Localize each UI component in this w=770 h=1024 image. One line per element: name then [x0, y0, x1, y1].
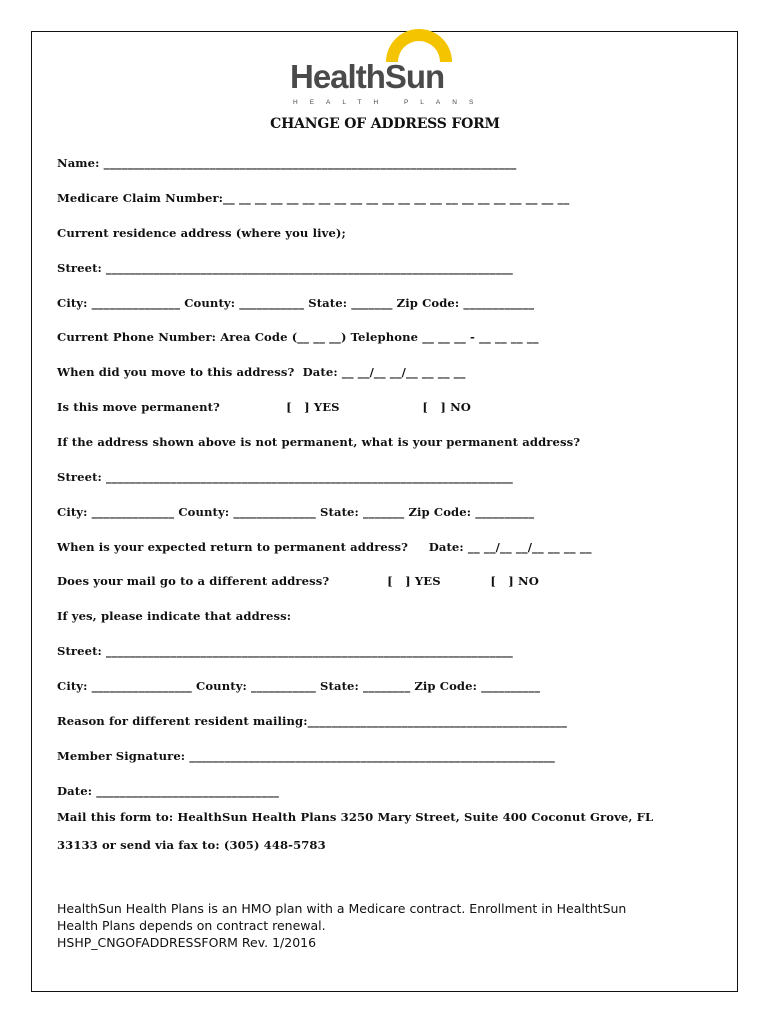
- expected-return-date-line[interactable]: When is your expected return to permanent address? Date: __ __/__ __/__ __ __ __: [57, 540, 592, 554]
- footer-form-code: HSHP_CNGOFADDRESSFORM Rev. 1/2016: [57, 935, 317, 950]
- logo-brand-text: HealthSun: [290, 58, 445, 95]
- current-street-line[interactable]: Street: _____________________________________________________________________: [57, 261, 513, 275]
- different-mail-address-question[interactable]: Does your mail go to a different address? [ ] YES [ ] NO: [57, 574, 539, 588]
- current-city-county-state-zip-line[interactable]: City: _______________ County: ___________ State: _______ Zip Code: ____________: [57, 296, 535, 310]
- current-phone-line[interactable]: Current Phone Number: Area Code (__ __ __) Telephone __ __ __ - __ __ __ __: [57, 330, 539, 344]
- member-signature-line[interactable]: Member Signature: ______________________________________________________________: [57, 749, 555, 763]
- move-date-line[interactable]: When did you move to this address? Date: __ __/__ __/__ __ __ __: [57, 365, 466, 379]
- permanent-street-line[interactable]: Street: _____________________________________________________________________: [57, 470, 513, 484]
- mail-instructions-line-1: Mail this form to: HealthSun Health Plans 3250 Mary Street, Suite 400 Coconut Grove, FL: [57, 810, 654, 824]
- name-field-line[interactable]: Name: ______________________________________________________________________: [57, 156, 517, 170]
- footer-disclaimer: [57, 900, 697, 951]
- medicare-claim-number-line[interactable]: Medicare Claim Number:__ __ __ __ __ __ __ __ __ __ __ __ __ __ __ __ __ __ __ __ __ __: [57, 191, 570, 205]
- move-permanent-question[interactable]: Is this move permanent? [ ] YES [ ] NO: [57, 400, 471, 414]
- permanent-address-question: If the address shown above is not permanent, what is your permanent address?: [57, 435, 581, 449]
- current-residence-heading: Current residence address (where you live);: [57, 226, 346, 240]
- signature-date-line[interactable]: Date: _______________________________: [57, 784, 280, 798]
- footer-line-2: Health Plans depends on contract renewal.: [57, 918, 326, 933]
- mailing-city-county-state-zip-line[interactable]: City: _________________ County: ___________ State: ________ Zip Code: __________: [57, 679, 541, 693]
- healthsun-logo: [290, 34, 486, 108]
- permanent-city-county-state-zip-line[interactable]: City: ______________ County: ______________ State: _______ Zip Code: __________: [57, 505, 535, 519]
- mail-instructions-line-2: 33133 or send via fax to: (305) 448-5783: [57, 838, 326, 852]
- reason-different-mailing-line[interactable]: Reason for different resident mailing:____________________________________________: [57, 714, 568, 728]
- logo-tagline-text: HEALTH PLANS: [293, 99, 486, 106]
- mailing-address-instruction: If yes, please indicate that address:: [57, 609, 292, 623]
- footer-line-1: HealthSun Health Plans is an HMO plan with a Medicare contract. Enrollment in HealthtSun: [57, 901, 627, 916]
- sun-logo-icon: [290, 34, 486, 108]
- mailing-street-line[interactable]: Street: _____________________________________________________________________: [57, 644, 513, 658]
- form-title: CHANGE OF ADDRESS FORM: [270, 116, 500, 132]
